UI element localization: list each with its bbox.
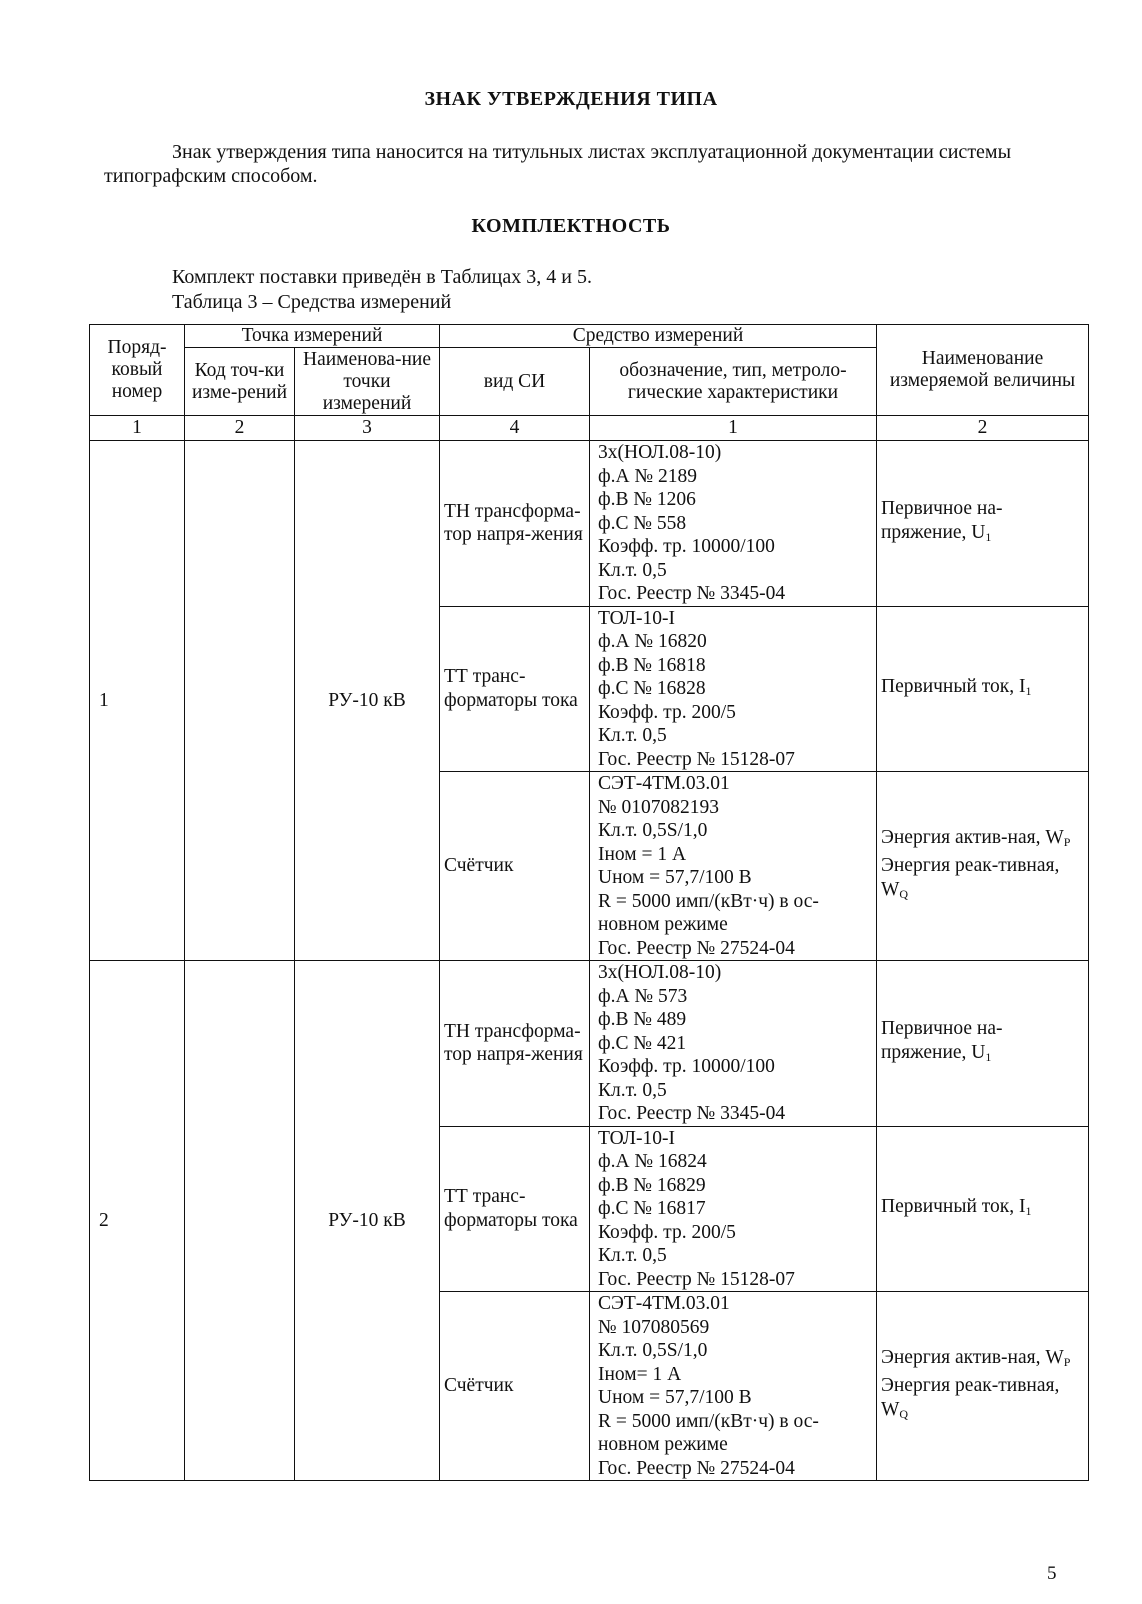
header-measurement-point: Точка измерений <box>185 325 440 348</box>
si-line: Коэфф. тр. 10000/100 <box>598 536 775 557</box>
quantity-cell <box>877 606 1089 772</box>
column-number: 3 <box>295 416 440 441</box>
si-line: Кл.т. 0,5 <box>598 725 667 746</box>
page-number: 5 <box>1047 1563 1057 1584</box>
quantity-subscript: 1 <box>1025 1203 1032 1218</box>
quantity-subscript: 1 <box>985 1049 992 1064</box>
section-title-completeness: КОМПЛЕКТНОСТЬ <box>471 215 671 237</box>
si-line: № 0107082193 <box>598 796 719 818</box>
si-line: R = 5000 имп/(кВт·ч) в ос- <box>598 890 819 912</box>
si-line: ф.А № 16824 <box>598 1151 707 1172</box>
quantity-text: Первичный ток, I <box>881 1195 1026 1217</box>
si-line: ТОЛ-10-I <box>598 607 675 629</box>
point-code-cell <box>185 961 295 1481</box>
si-line: Коэфф. тр. 200/5 <box>598 701 736 723</box>
si-line: 3х(НОЛ.08-10) <box>598 962 722 983</box>
si-line: ф.В № 16829 <box>598 1174 706 1196</box>
si-line: Коэфф. тр. 10000/100 <box>598 1056 775 1077</box>
column-numbers-row <box>90 416 1089 441</box>
si-line: ф.В № 1206 <box>598 489 696 510</box>
si-description-cell <box>590 441 877 607</box>
column-number: 2 <box>877 416 1089 441</box>
si-description-cell <box>590 772 877 961</box>
quantity-cell <box>877 772 1089 961</box>
header-order-number: Поряд-ковый номер <box>90 325 185 416</box>
si-line: Гос. Реестр № 3345-04 <box>598 583 786 604</box>
si-line: ф.А № 573 <box>598 985 688 1007</box>
si-description-cell <box>590 1292 877 1481</box>
point-name-cell: РУ-10 кВ <box>295 961 440 1481</box>
si-line: новном режиме <box>598 1434 728 1455</box>
si-line: Гос. Реестр № 27524-04 <box>598 937 795 959</box>
si-kind-cell: ТН трансформа-тор напря-жения <box>440 441 590 607</box>
quantity-text: Энергия актив-ная, W <box>881 1346 1064 1368</box>
point-code-cell <box>185 441 295 961</box>
si-line: № 107080569 <box>598 1316 710 1338</box>
header-quantity: Наименование измеряемой величины <box>877 325 1089 416</box>
quantity-text: Первичный ток, I <box>881 675 1026 697</box>
si-line: Iном= 1 А <box>598 1363 682 1385</box>
delivery-intro: Комплект поставки приведён в Таблицах 3, 4 и 5. <box>172 266 592 288</box>
si-line: R = 5000 имп/(кВт·ч) в ос- <box>598 1410 819 1432</box>
si-line: ф.В № 489 <box>598 1009 687 1030</box>
si-line: Гос. Реестр № 3345-04 <box>598 1103 786 1124</box>
si-line: ф.В № 16818 <box>598 654 706 676</box>
si-line: Кл.т. 0,5S/1,0 <box>598 820 708 841</box>
quantity-subscript: 1 <box>1025 683 1032 698</box>
quantity-text: Энергия реак-тивная, W <box>881 1375 1060 1420</box>
quantity-subscript: Q <box>899 886 909 901</box>
order-number-cell: 2 <box>90 961 185 1481</box>
section-title-type-approval: ЗНАК УТВЕРЖДЕНИЯ ТИПА <box>424 88 718 110</box>
header-point-code: Код точ-ки изме-рений <box>185 348 295 416</box>
si-line: Кл.т. 0,5 <box>598 1245 667 1266</box>
si-line: новном режиме <box>598 914 728 935</box>
quantity-text: Энергия актив-ная, W <box>881 826 1064 848</box>
quantity-subscript: Q <box>899 1406 909 1421</box>
si-line: Гос. Реестр № 15128-07 <box>598 748 795 770</box>
si-line: ф.С № 558 <box>598 512 687 534</box>
column-number: 1 <box>590 416 877 441</box>
si-kind-cell: ТН трансформа-тор напря-жения <box>440 961 590 1127</box>
si-line: СЭТ-4ТМ.03.01 <box>598 773 730 794</box>
type-approval-paragraph: Знак утверждения типа наносится на титульных листах эксплуатационной документации системы типографским способом. <box>104 141 1012 187</box>
si-kind-cell: ТТ транс-форматоры тока <box>440 606 590 772</box>
column-number: 1 <box>90 416 185 441</box>
si-line: ф.А № 16820 <box>598 631 707 652</box>
si-description-cell <box>590 961 877 1127</box>
si-description-cell <box>590 1126 877 1292</box>
table-row <box>90 441 1089 607</box>
header-instrument: Средство измерений <box>440 325 877 348</box>
quantity-subscript: P <box>1063 1354 1071 1369</box>
si-line: Гос. Реестр № 27524-04 <box>598 1457 795 1479</box>
table-row <box>90 961 1089 1127</box>
si-line: Iном = 1 А <box>598 843 687 865</box>
si-line: Коэфф. тр. 200/5 <box>598 1221 736 1243</box>
quantity-text: Первичное на-пряжение, U <box>881 1018 1003 1063</box>
si-line: ТОЛ-10-I <box>598 1127 675 1149</box>
si-kind-cell: Счётчик <box>440 1292 590 1481</box>
si-line: 3х(НОЛ.08-10) <box>598 442 722 463</box>
quantity-cell <box>877 1292 1089 1481</box>
order-number-cell: 1 <box>90 441 185 961</box>
quantity-text: Первичное на-пряжение, U <box>881 498 1003 543</box>
point-name-cell: РУ-10 кВ <box>295 441 440 961</box>
si-line: Кл.т. 0,5 <box>598 1079 667 1101</box>
si-line: Uном = 57,7/100 В <box>598 1387 752 1408</box>
quantity-subscript: 1 <box>985 529 992 544</box>
si-description-cell <box>590 606 877 772</box>
quantity-cell <box>877 1126 1089 1292</box>
header-si-description: обозначение, тип, метроло-гические характеристики <box>590 348 877 416</box>
si-line: ф.С № 16828 <box>598 678 706 699</box>
column-number: 4 <box>440 416 590 441</box>
si-line: СЭТ-4ТМ.03.01 <box>598 1293 730 1314</box>
si-line: ф.С № 421 <box>598 1032 687 1054</box>
si-kind-cell: Счётчик <box>440 772 590 961</box>
quantity-text: Энергия реак-тивная, W <box>881 855 1060 900</box>
quantity-cell <box>877 961 1089 1127</box>
quantity-cell <box>877 441 1089 607</box>
quantity-subscript: P <box>1063 834 1071 849</box>
si-line: ф.С № 16817 <box>598 1198 706 1219</box>
si-line: Кл.т. 0,5S/1,0 <box>598 1340 708 1361</box>
si-kind-cell: ТТ транс-форматоры тока <box>440 1126 590 1292</box>
si-line: ф.А № 2189 <box>598 465 697 487</box>
header-si-type: вид СИ <box>440 348 590 416</box>
column-number: 2 <box>185 416 295 441</box>
measurement-instruments-table <box>89 324 1089 1481</box>
table-caption: Таблица 3 – Средства измерений <box>172 291 452 313</box>
si-line: Гос. Реестр № 15128-07 <box>598 1268 795 1290</box>
header-point-name: Наименова-ние точки измерений <box>295 348 440 416</box>
si-line: Uном = 57,7/100 В <box>598 867 752 888</box>
si-line: Кл.т. 0,5 <box>598 559 667 581</box>
